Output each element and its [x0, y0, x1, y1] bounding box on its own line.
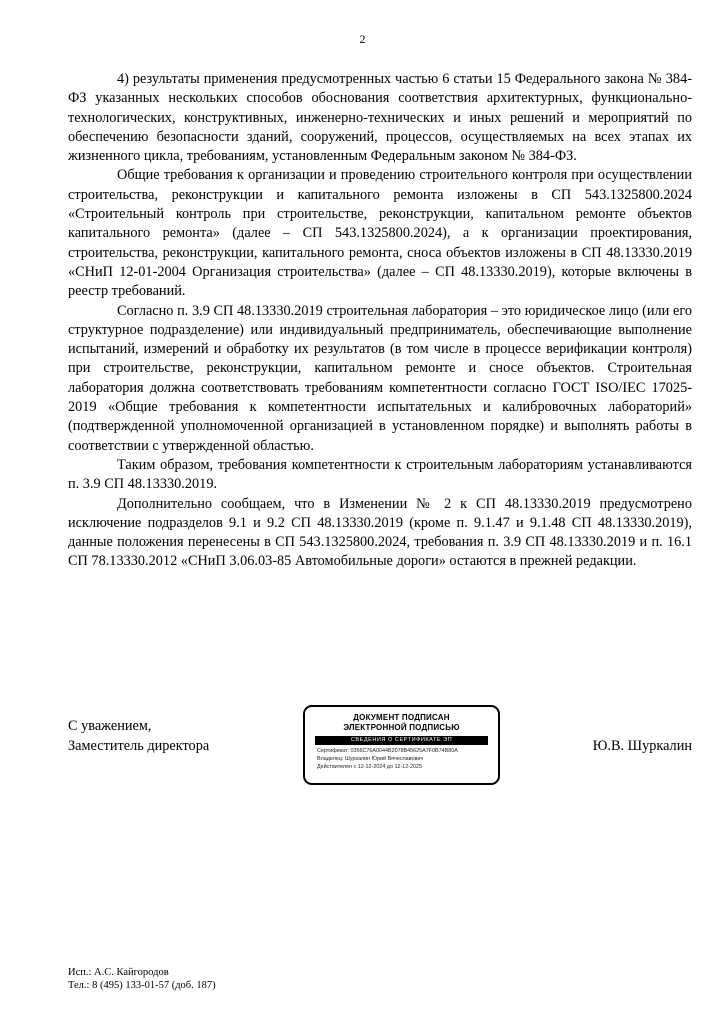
stamp-validity: Действителен с 12-12-2024 до 12-12-2025 — [317, 764, 423, 770]
stamp-title — [305, 713, 498, 733]
electronic-signature-stamp — [303, 705, 500, 785]
stamp-owner: Владелец: Шуркалин Юрий Вячеславович — [317, 756, 424, 762]
executor-footer — [68, 966, 216, 992]
paragraph-general-requirements: Общие требования к организации и проведению строительного контроля при осуществлении строительства, реконструкции и капитального ремонта изложены в СП 543.1325800.2024 «Строительный контроль при строительстве, реконструкции, капитальном ремонте объектов капитального ремонта» (далее – СП 543.1325800.2024), а к организации проектирования, строительства, реконструкции, капитального ремонта, сноса объектов изложены в СП 48.13330.2019 «СНиП 12-01-2004 Организация строительства» (далее – СП 48.13330.2019), которые включены в реестр требований. — [68, 167, 692, 300]
executor-name: Исп.: А.С. Кайгородов — [68, 967, 169, 978]
stamp-title-line2: ЭЛЕКТРОННОЙ ПОДПИСЬЮ — [343, 723, 460, 732]
closing-text — [68, 716, 209, 756]
stamp-title-line1: ДОКУМЕНТ ПОДПИСАН — [353, 713, 450, 722]
paragraph-additional-info: Дополнительно сообщаем, что в Изменении № 2 к СП 48.13330.2019 предусмотрено исключение подразделов 9.1 и 9.2 СП 48.13330.2019 (кроме п. 9.1.47 и 9.1.48 СП 48.13330.2019), данные положения перенесены в СП 543.1325800.2024, требования п. 3.9 СП 48.13330.2019 и п. 16.1 СП 78.13330.2012 «СНиП 3.06.03-85 Автомобильные дороги» остаются в прежней редакции. — [68, 495, 692, 570]
stamp-certificate-band: СВЕДЕНИЯ О СЕРТИФИКАТЕ ЭП — [315, 736, 488, 745]
letter-body — [68, 70, 692, 572]
stamp-certificate-number: Сертификат: 0356C76A0044B2078B45625A7F0B74B80A — [317, 748, 458, 754]
signature-block — [68, 713, 692, 796]
executor-phone: Тел.: 8 (495) 133-01-57 (доб. 187) — [68, 980, 216, 991]
paragraph-laboratory-definition: Согласно п. 3.9 СП 48.13330.2019 строительная лаборатория – это юридическое лицо (или его структурное подразделение) или индивидуальный предприниматель, обеспечивающие выполнение испытаний, измерений и обработку их результатов (в том числе в процессе верификации контроля) при строительстве, реконструкции, капитальном ремонте и сносе объектов. Строительная лаборатория должна соответствовать требованиям компетентности согласно ГОСТ ISO/IEC 17025-2019 «Общие требования к компетентности испытательных и калибровочных лабораторий» (подтвержденной уполномоченной организацией в установленном порядке) и выполнять работы в соответствии с утвержденной областью. — [68, 302, 692, 454]
closing-greeting: С уважением, — [68, 718, 152, 734]
paragraph-results-item: 4) результаты применения предусмотренных частью 6 статьи 15 Федерального закона № 384-ФЗ указанных нескольких способов обоснования соответствия архитектурных, функционально-технологических, конструктивных, инженерно-технических и иных решений и мероприятий по обеспечению безопасности зданий, сооружений, процессов, осуществляемых на всех этапах их жизненного цикла, требованиям, установленным Федеральным законом № 384-ФЗ. — [68, 71, 692, 165]
signer-position: Заместитель директора — [68, 738, 210, 754]
signer-name: Ю.В. Шуркалин — [592, 738, 692, 754]
paragraph-conclusion: Таким образом, требования компетентности к строительным лабораториям устанавливаются п. 3.9 СП 48.13330.2019. — [68, 456, 692, 493]
page-number: 2 — [359, 32, 366, 46]
